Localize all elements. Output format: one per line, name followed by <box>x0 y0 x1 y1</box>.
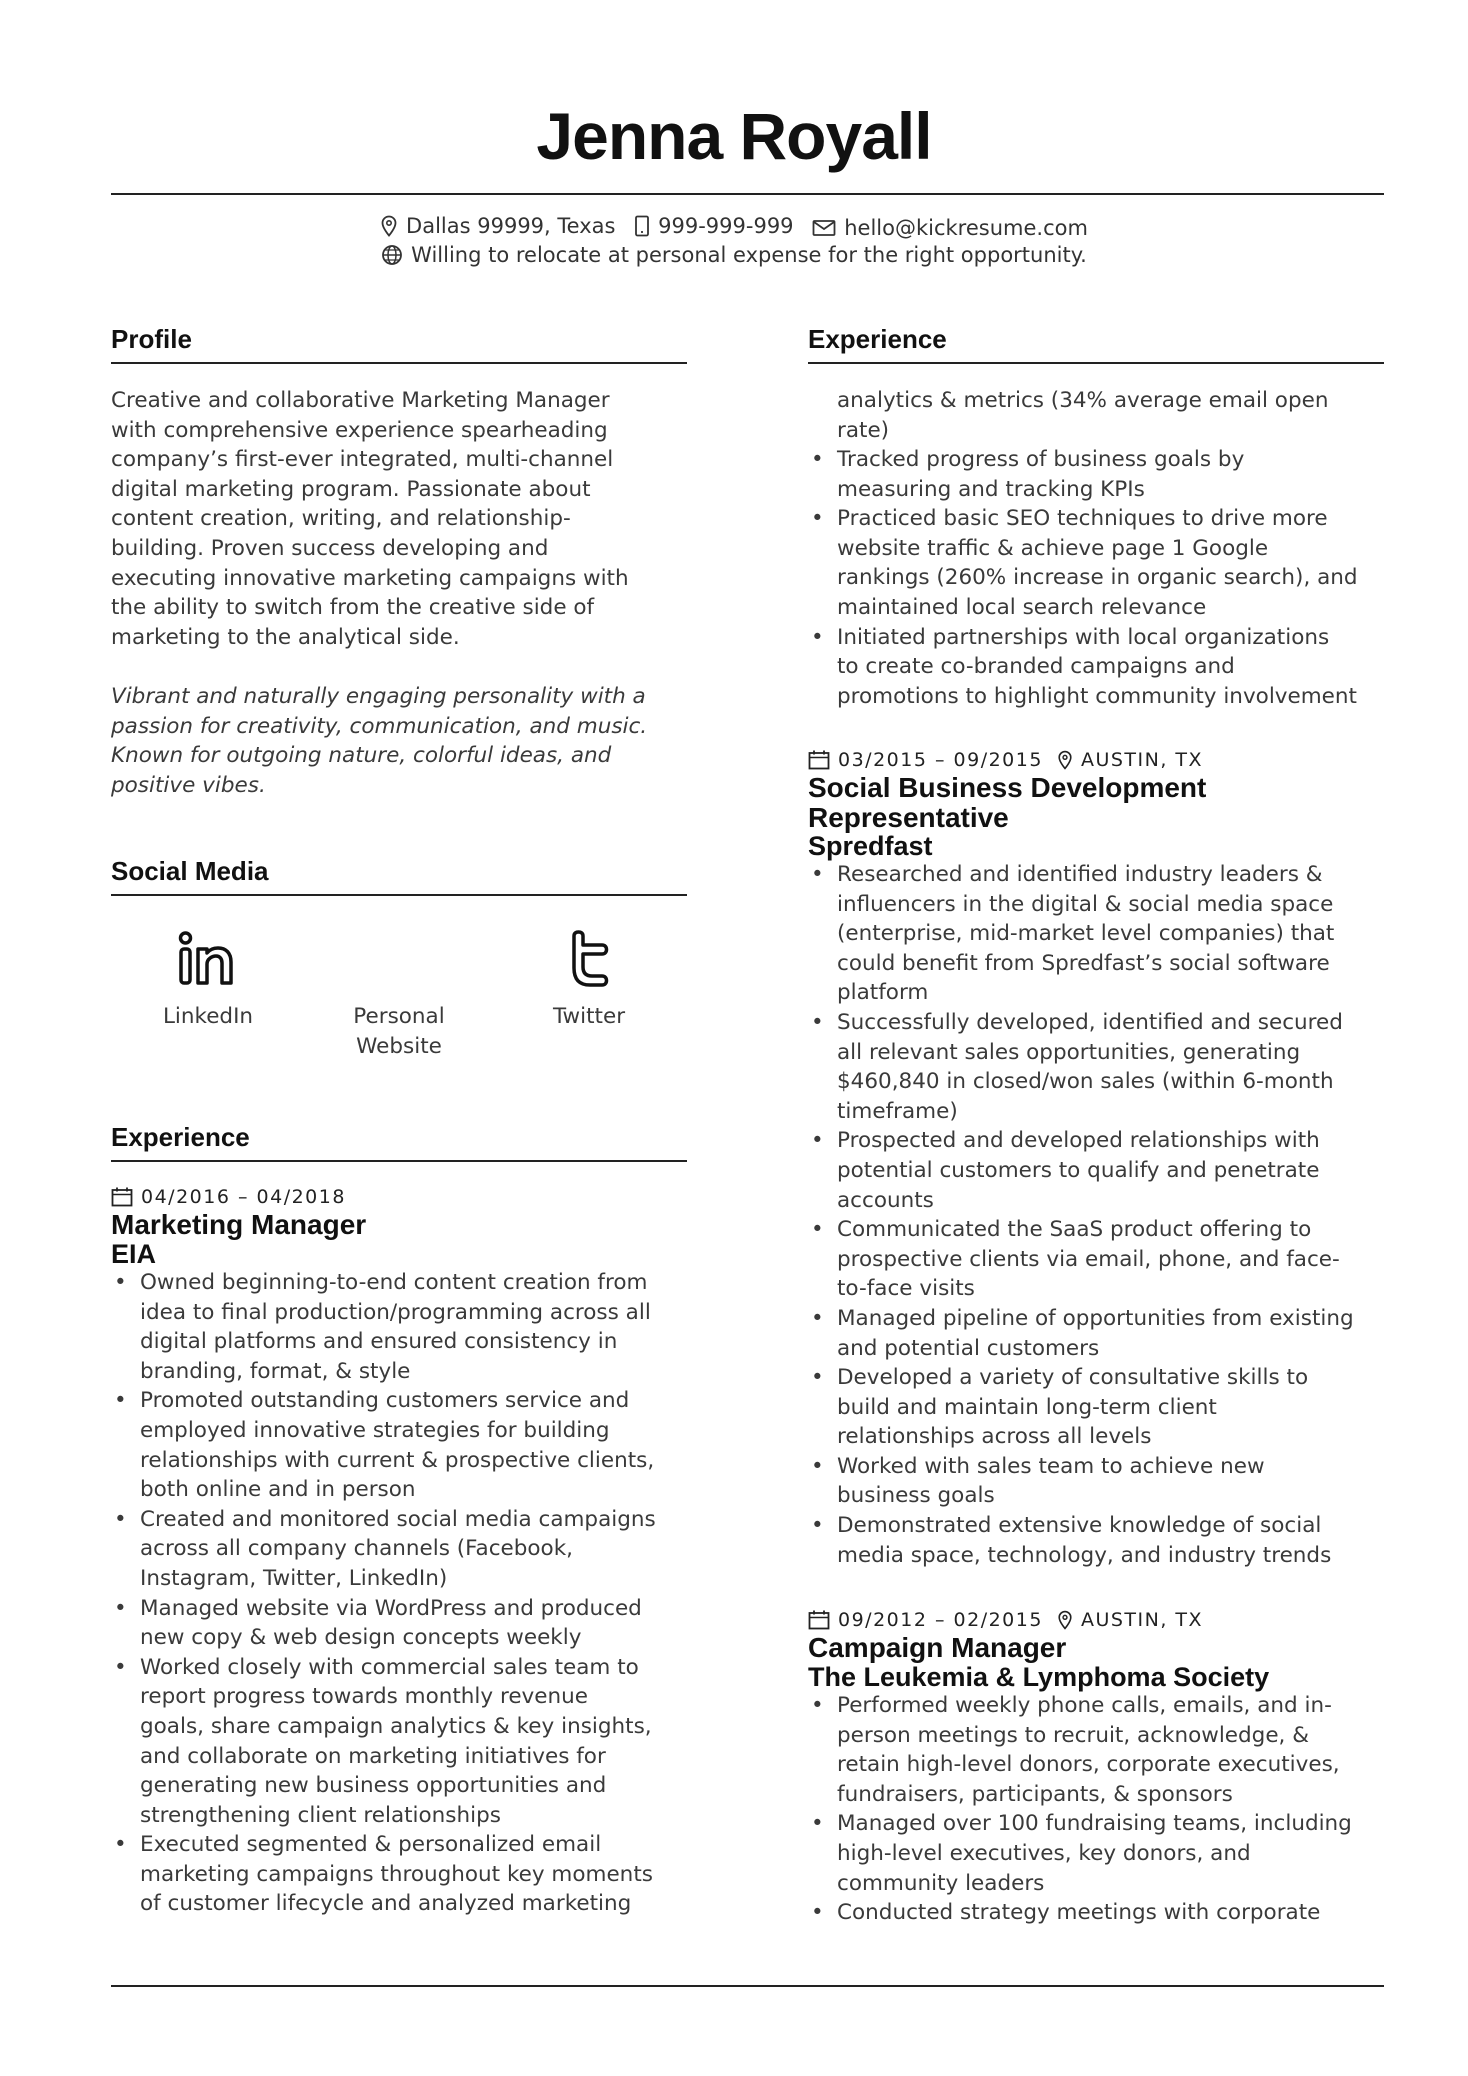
list-item: • Worked closely with commercial sales team to report progress towards monthly revenue goals, share campaign analytics & key insights, and collaborate on marketing initiatives for generating new business opportunities and strengthening client relationships <box>111 1653 687 1831</box>
email-text[interactable]: hello@kickresume.com <box>844 216 1088 240</box>
right-column <box>808 0 1384 2076</box>
job-2-dates: 03/2015 – 09/2015 <box>838 749 1043 771</box>
calendar-icon <box>808 1610 830 1630</box>
list-item: • Owned beginning-to-end content creation from idea to final production/programming across all digital platforms and ensured consistency in branding, format, & style <box>111 1268 687 1386</box>
list-item: • Practiced basic SEO techniques to drive more website traffic & achieve page 1 Google rankings (260% increase in organic search), and maintained local search relevance <box>808 504 1384 622</box>
list-item: • Successfully developed, identified and secured all relevant sales opportunities, generating $460,840 in closed/won sales (within 6-month timeframe) <box>808 1008 1384 1126</box>
list-item: • Researched and identified industry leaders & influencers in the digital & social media space (enterprise, mid-market level companies) that could benefit from Spredfast’s social software platform <box>808 860 1384 1008</box>
list-item: • Executed segmented & personalized email marketing campaigns throughout key moments of customer lifecycle and analyzed marketing <box>111 1830 687 1919</box>
relocation-text: Willing to relocate at personal expense for the right opportunity. <box>411 243 1087 267</box>
map-pin-icon <box>1057 750 1073 770</box>
experience-heading-right: Experience <box>808 322 1384 364</box>
job-3-bullets <box>808 1691 1384 1928</box>
list-item: • Created and monitored social media campaigns across all company channels (Facebook, Instagram, Twitter, LinkedIn) <box>111 1505 687 1594</box>
list-item: • Conducted strategy meetings with corporate <box>808 1898 1384 1928</box>
job-3-title: Campaign Manager <box>808 1632 1067 1663</box>
job-1-dates: 04/2016 – 04/2018 <box>141 1186 346 1208</box>
linkedin-icon <box>177 930 239 988</box>
list-item: • Performed weekly phone calls, emails, and in- person meetings to recruit, acknowledge, & retain high-level donors, corporate executives, fundraisers, participants, & sponsors <box>808 1691 1384 1809</box>
job-1-company: EIA <box>111 1239 157 1269</box>
list-item: • Managed over 100 fundraising teams, including high-level executives, key donors, and community leaders <box>808 1809 1384 1898</box>
job-2-meta <box>808 747 1203 773</box>
list-item: • Managed website via WordPress and produced new copy & web design concepts weekly <box>111 1594 687 1653</box>
list-item: • Initiated partnerships with local organizations to create co-branded campaigns and promotions to highlight community involvement <box>808 623 1384 712</box>
map-pin-icon <box>1057 1610 1073 1630</box>
job-3-meta <box>808 1607 1203 1633</box>
experience-heading-left: Experience <box>111 1120 687 1162</box>
job-3-dates: 09/2012 – 02/2015 <box>838 1609 1043 1631</box>
profile-personality: Vibrant and naturally engaging personality with a passion for creativity, communication, and music. Known for outgoing nature, colorful ideas, and positive vibes. <box>111 684 648 798</box>
social-linkedin[interactable] <box>128 930 288 1032</box>
list-item: • Promoted outstanding customers service and employed innovative strategies for building relationships with current & prospective clients, both online and in person <box>111 1386 687 1504</box>
twitter-icon <box>564 930 614 990</box>
left-column <box>111 0 687 2076</box>
job-1-continued-bullets <box>808 445 1384 711</box>
profile-heading: Profile <box>111 322 687 364</box>
job-3-company: The Leukemia & Lymphoma Society <box>808 1662 1270 1692</box>
profile-summary: Creative and collaborative Marketing Manager with comprehensive experience spearheading company’s first-ever integrated, multi-channel digital marketing program. Passionate about content creation, writing, and relationship- building. Proven success developing and executing innovative marketing campaigns with the ability to switch from the creative side of marketing to the analytical side. <box>111 388 629 650</box>
job-2-bullets <box>808 860 1384 1570</box>
calendar-icon <box>111 1187 133 1207</box>
list-item: • Demonstrated extensive knowledge of social media space, technology, and industry trends <box>808 1511 1384 1570</box>
footer-divider <box>111 1985 1384 1987</box>
list-item: • Prospected and developed relationships with potential customers to qualify and penetrate accounts <box>808 1126 1384 1215</box>
list-item: • Worked with sales team to achieve new business goals <box>808 1452 1384 1511</box>
location-text: Dallas 99999, Texas <box>406 214 616 238</box>
list-item: • Developed a variety of consultative skills to build and maintain long-term client relationships across all levels <box>808 1363 1384 1452</box>
calendar-icon <box>808 750 830 770</box>
candidate-name: Jenna Royall <box>536 99 932 173</box>
website-label: Personal Website <box>353 1004 445 1059</box>
list-item: • Managed pipeline of opportunities from existing and potential customers <box>808 1304 1384 1363</box>
job-1-bullets <box>111 1268 687 1919</box>
job-2-title: Social Business Development Representative <box>808 772 1207 833</box>
social-twitter[interactable] <box>509 930 669 1032</box>
job-3-location: AUSTIN, TX <box>1080 1609 1204 1631</box>
job-2-company: Spredfast <box>808 831 933 861</box>
twitter-label: Twitter <box>552 1004 626 1029</box>
social-heading: Social Media <box>111 854 687 896</box>
social-website[interactable] <box>319 1002 479 1061</box>
job-1-continuation: analytics & metrics (34% average email open rate) <box>837 388 1329 443</box>
job-1-meta <box>111 1184 346 1210</box>
list-item: • Tracked progress of business goals by measuring and tracking KPIs <box>808 445 1384 504</box>
linkedin-label: LinkedIn <box>162 1004 254 1029</box>
phone-text: 999-999-999 <box>658 214 794 238</box>
job-2-location: AUSTIN, TX <box>1080 749 1204 771</box>
job-1-title: Marketing Manager <box>111 1209 367 1240</box>
list-item: • Communicated the SaaS product offering to prospective clients via email, phone, and face- to-face visits <box>808 1215 1384 1304</box>
